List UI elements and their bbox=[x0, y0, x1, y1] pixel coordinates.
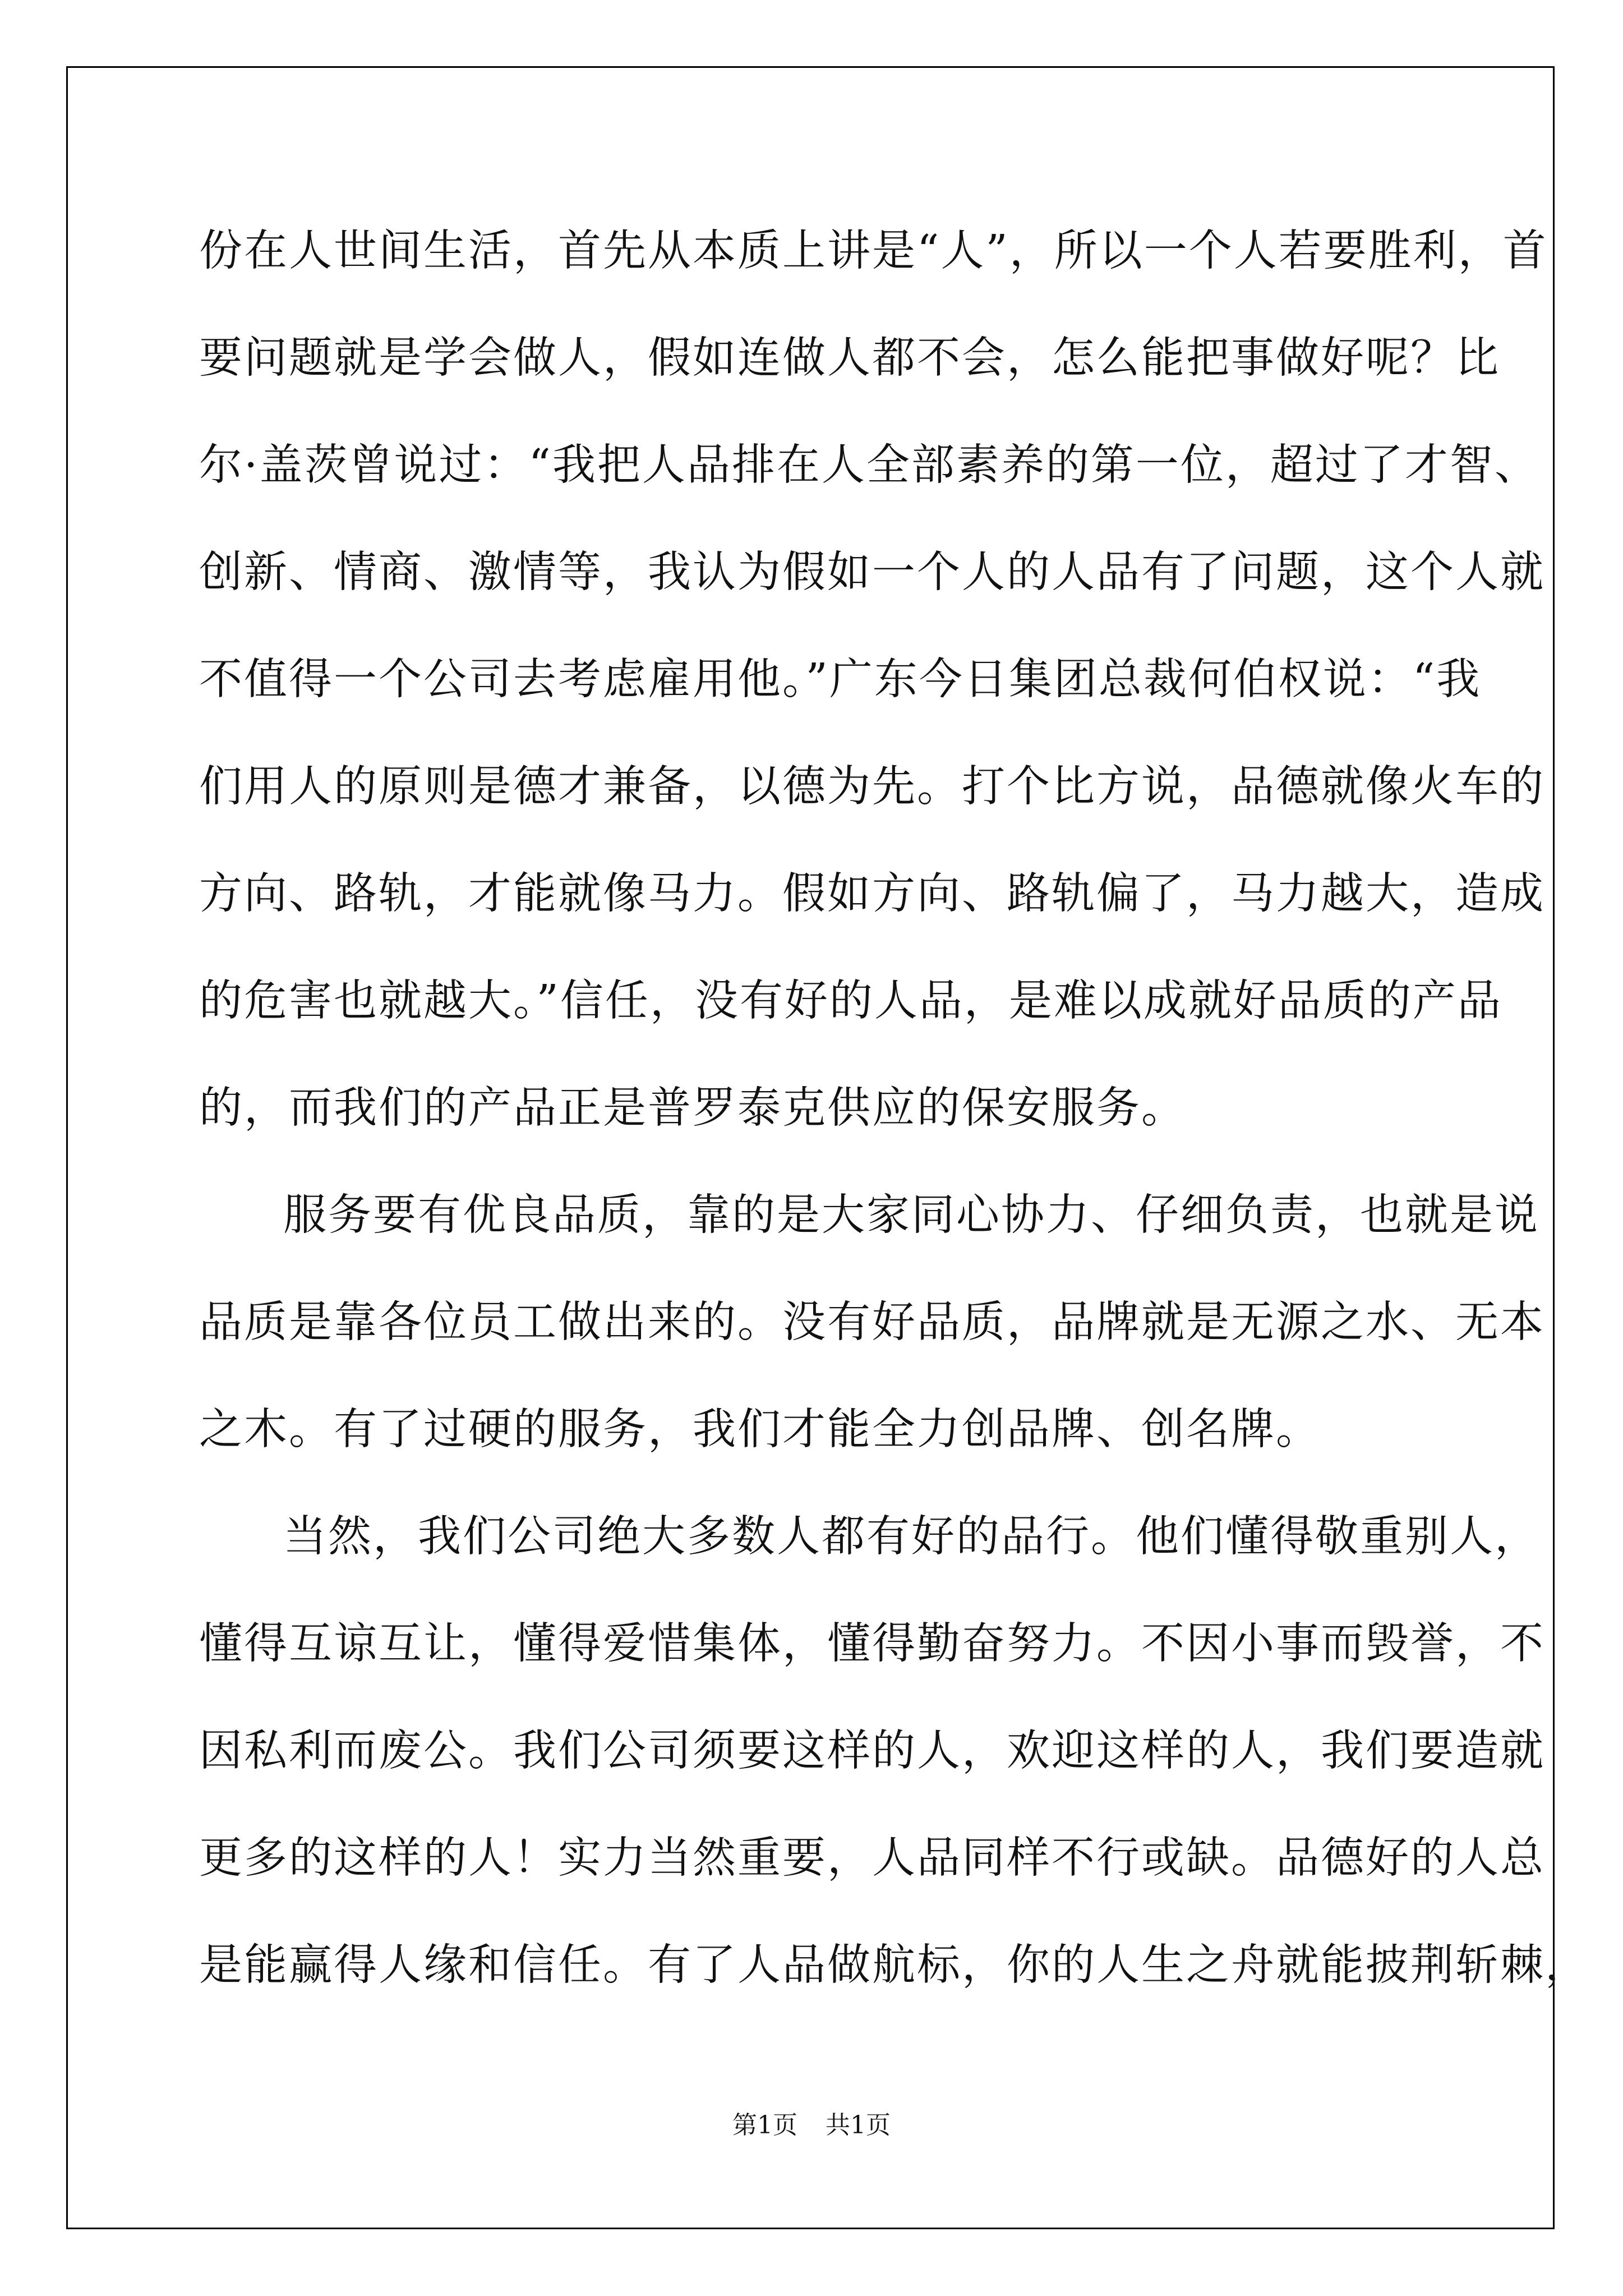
text-line: 服务要有优良品质，靠的是大家同心协力、仔细负责，也就是说 bbox=[283, 1190, 1539, 1240]
text-line: 创新、情商、激情等，我认为假如一个人的人品有了问题，这个人就 bbox=[199, 547, 1545, 597]
text-line: 因私利而废公。我们公司须要这样的人，欢迎这样的人，我们要造就 bbox=[199, 1726, 1545, 1776]
text-line: 是能赢得人缘和信任。有了人品做航标，你的人生之舟就能披荆斩棘， bbox=[199, 1940, 1590, 1990]
text-line: 方向、路轨，才能就像马力。假如方向、路轨偏了，马力越大，造成 bbox=[199, 869, 1545, 919]
text-line: 要问题就是学会做人，假如连做人都不会，怎么能把事做好呢？比 bbox=[199, 333, 1500, 383]
text-line: 品质是靠各位员工做出来的。没有好品质，品牌就是无源之水、无本 bbox=[199, 1297, 1545, 1347]
text-line: 不值得一个公司去考虑雇用他。”广东今日集团总裁何伯权说：“我 bbox=[199, 655, 1482, 705]
text-line: 更多的这样的人！实力当然重要，人品同样不行或缺。品德好的人总 bbox=[199, 1833, 1545, 1883]
text-line: 之木。有了过硬的服务，我们才能全力创品牌、创名牌。 bbox=[199, 1405, 1321, 1455]
document-body bbox=[199, 197, 1590, 2019]
page-number: 第1页 bbox=[732, 2111, 797, 2139]
text-line: 懂得互谅互让，懂得爱惜集体，懂得勤奋努力。不因小事而毁誉，不 bbox=[199, 1619, 1545, 1669]
text-line: 的危害也就越大。”信任，没有好的人品，是难以成就好品质的产品 bbox=[199, 976, 1502, 1026]
text-line: 们用人的原则是德才兼备，以德为先。打个比方说，品德就像火车的 bbox=[199, 762, 1545, 812]
text-line: 尔·盖茨曾说过：“我把人品排在人全部素养的第一位，超过了才智、 bbox=[199, 440, 1539, 490]
text-line: 当然，我们公司绝大多数人都有好的品行。他们懂得敬重别人， bbox=[283, 1512, 1539, 1562]
page-total: 共1页 bbox=[826, 2111, 891, 2139]
text-line: 的，而我们的产品正是普罗泰克供应的保安服务。 bbox=[199, 1083, 1186, 1133]
page-footer bbox=[0, 2105, 1623, 2141]
text-line: 份在人世间生活，首先从本质上讲是“人”，所以一个人若要胜利，首 bbox=[199, 226, 1548, 276]
